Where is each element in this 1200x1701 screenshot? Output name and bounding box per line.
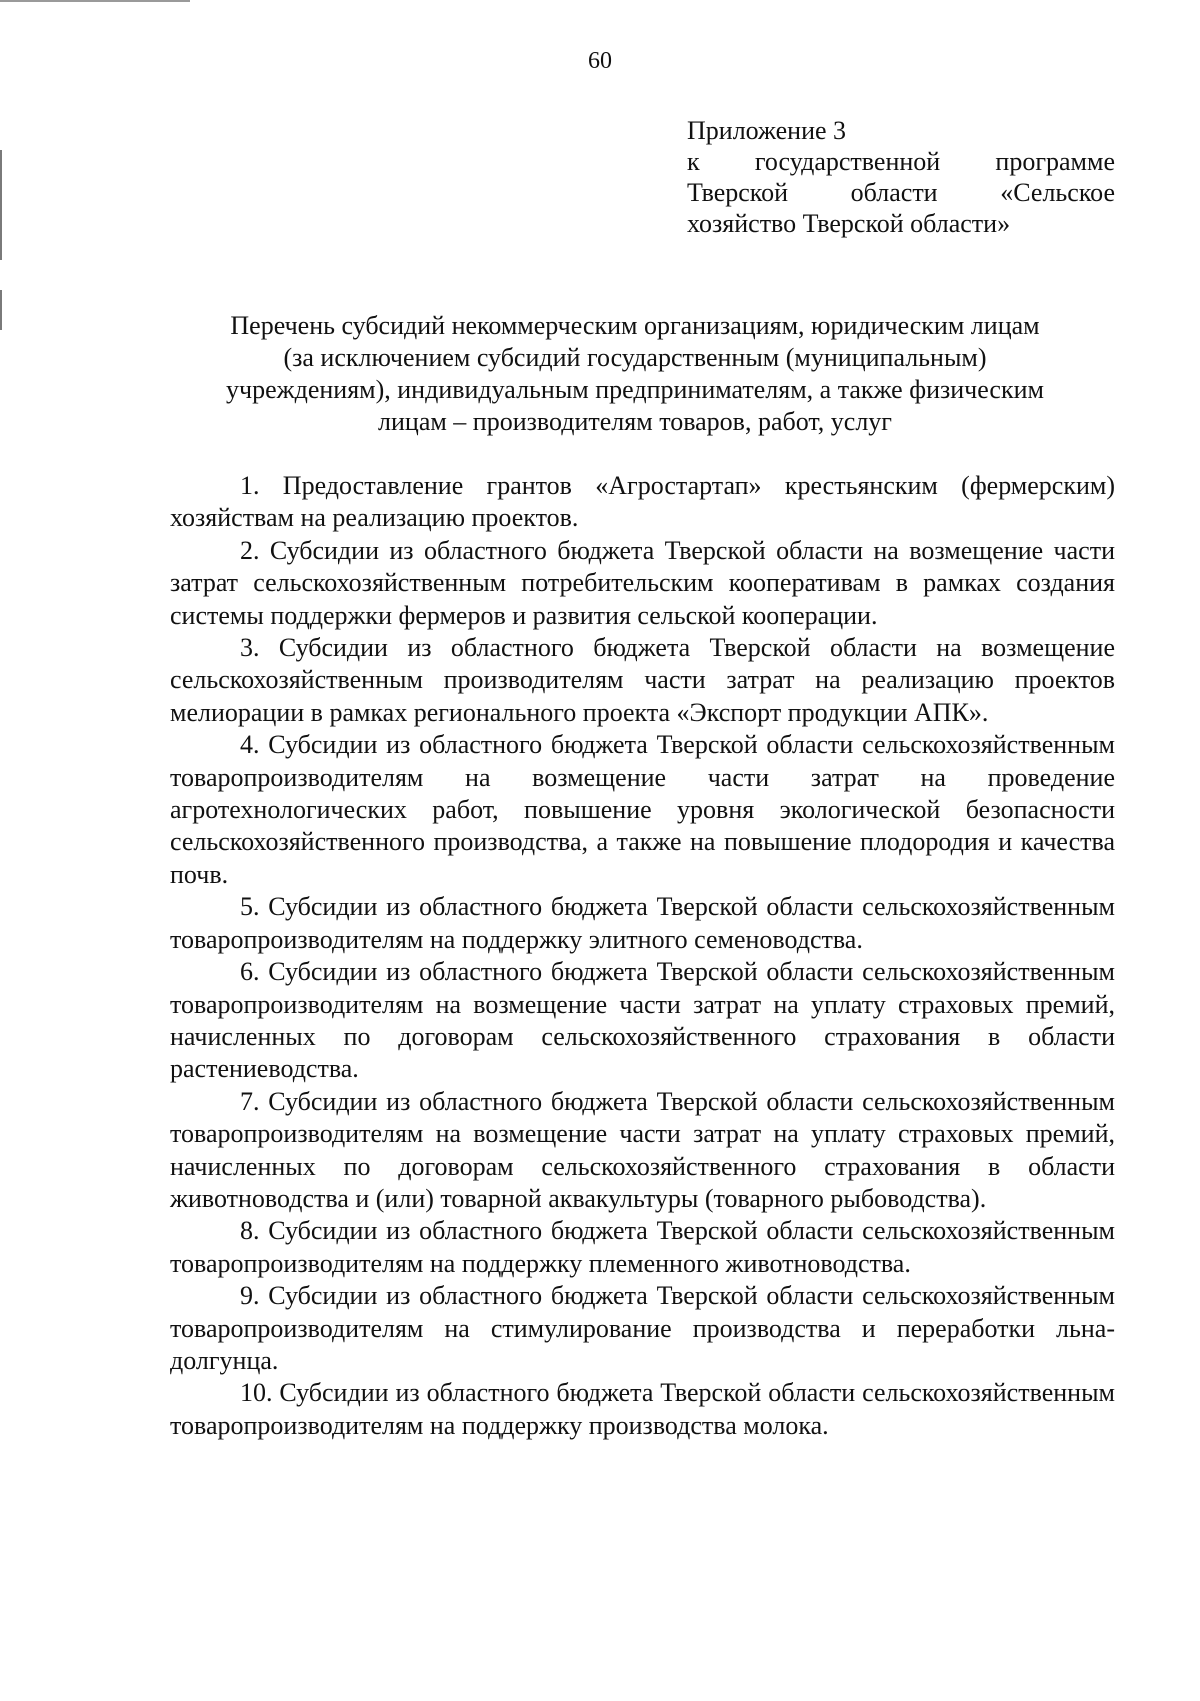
appendix-line: хозяйство Тверской области» [687, 209, 1011, 238]
list-item: 7. Субсидии из областного бюджета Тверской области сельскохозяйственным товаропроизводителям на возмещение части затрат на уплату страховых премий, начисленных по договорам сельскохозяйственного страхования в области животноводства и (или) товарной аквакультуры (товарного рыбоводства). [170, 1086, 1115, 1213]
appendix-line: к государственной программе [687, 147, 1115, 176]
title-line: лицам – производителям товаров, работ, услуг [378, 407, 892, 436]
document-title [170, 310, 1100, 438]
scan-border-top [0, 0, 190, 2]
list-item: 6. Субсидии из областного бюджета Тверской области сельскохозяйственным товаропроизводителям на возмещение части затрат на уплату страховых премий, начисленных по договорам сельскохозяйственного страхования в области растениеводства. [170, 957, 1115, 1084]
title-line: учреждениям), индивидуальным предпринимателям, а также физическим [226, 375, 1044, 404]
list-item: 3. Субсидии из областного бюджета Тверской области на возмещение сельскохозяйственным производителям части затрат на реализацию проектов мелиорации в рамках регионального проекта «Экспорт продукции АПК». [170, 633, 1115, 727]
list-item: 10. Субсидии из областного бюджета Тверской области сельскохозяйственным товаропроизводителям на поддержку производства молока. [170, 1378, 1115, 1440]
list-item: 8. Субсидии из областного бюджета Тверской области сельскохозяйственным товаропроизводителям на поддержку племенного животноводства. [170, 1216, 1115, 1278]
page-number: 60 [588, 48, 612, 74]
list-item: 4. Субсидии из областного бюджета Тверской области сельскохозяйственным товаропроизводителям на возмещение части затрат на проведение агротехнологических работ, повышение уровня экологической безопасности сельскохозяйственного производства, а также на повышение плодородия и качества почв. [170, 730, 1115, 889]
list-item: 1. Предоставление грантов «Агростартап» крестьянским (фермерским) хозяйствам на реализацию проектов. [170, 471, 1115, 533]
list-item: 2. Субсидии из областного бюджета Тверской области на возмещение части затрат сельскохозяйственным потребительским кооперативам в рамках создания системы поддержки фермеров и развития сельской кооперации. [170, 535, 1115, 630]
scan-border-left [0, 290, 2, 330]
appendix-line: Приложение 3 [687, 116, 847, 145]
list-item: 5. Субсидии из областного бюджета Тверской области сельскохозяйственным товаропроизводителям на поддержку элитного семеноводства. [170, 892, 1115, 954]
title-line: Перечень субсидий некоммерческим организациям, юридическим лицам [230, 311, 1040, 340]
scan-border-left [0, 150, 2, 260]
appendix-line: Тверской области «Сельское [687, 178, 1115, 207]
title-line: (за исключением субсидий государственным (муниципальным) [283, 343, 987, 372]
subsidy-list [170, 470, 1115, 1442]
appendix-header [687, 115, 1115, 239]
list-item: 9. Субсидии из областного бюджета Тверской области сельскохозяйственным товаропроизводителям на стимулирование производства и переработки льна-долгунца. [170, 1281, 1115, 1375]
